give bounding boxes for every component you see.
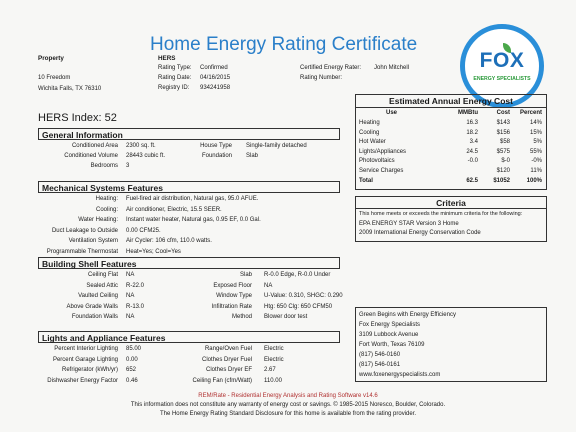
lights-value: 110.00 — [264, 377, 282, 384]
general-value: Single-family detached — [246, 143, 307, 149]
shell-label: Slab — [239, 272, 252, 278]
footer-software: REM/Rate - Residential Energy Analysis and Rating Software v14.6 — [198, 393, 378, 399]
shell-value: Blower door test — [264, 314, 308, 320]
energy-cost-table — [355, 94, 547, 190]
shell-label: Window Type — [216, 293, 252, 299]
shell-label: Ceiling Flat — [87, 272, 118, 278]
criteria-item: EPA ENERGY STAR Version 3 Home — [359, 221, 459, 227]
cost-amount: $575 — [496, 148, 510, 155]
cost-amount: $-0 — [501, 158, 510, 165]
shell-value: NA — [126, 293, 135, 299]
mechanical-label: Heating: — [95, 196, 118, 202]
mechanical-value: Air Cycler: 106 cfm, 110.0 watts. — [126, 238, 212, 244]
cost-use: Cooling — [359, 129, 380, 136]
mechanical-value: Heat=Yes; Cool=Yes — [126, 248, 181, 255]
mechanical-label: Programmable Thermostat — [46, 248, 118, 255]
cost-percent: 100% — [526, 177, 542, 184]
lights-value: 0.46 — [126, 377, 138, 384]
contact-line: Fox Energy Specialists — [359, 322, 421, 328]
lights-value: Electric — [264, 346, 284, 352]
footer-disclaimer: This information does not constitute any warranty of energy cost or savings. © 1985-2015 Noresco, Boulder, Colorado. — [130, 402, 446, 408]
lights-heading: Lights and Appliance Features — [38, 331, 340, 343]
cost-col-header: Cost — [496, 110, 510, 116]
registry-value: 934241958 — [200, 85, 231, 91]
contact-line: www.foxenergyspecialists.com — [359, 372, 441, 378]
footer-disclosure: The Home Energy Rating Standard Disclosure for this home is available from the rating provider. — [159, 411, 417, 417]
shell-label: Above Grade Walls — [66, 303, 118, 310]
shell-label: Exposed Floor — [213, 282, 252, 289]
cost-amount: $143 — [496, 120, 510, 126]
cost-heading: Estimated Annual Energy Cost — [356, 95, 546, 108]
certified-rater-label: Certified Energy Rater: — [300, 65, 362, 71]
shell-value: NA — [126, 272, 135, 278]
cost-percent: 11% — [530, 168, 542, 174]
lights-label: Percent Interior Lighting — [54, 346, 118, 352]
general-label: Foundation — [201, 153, 232, 159]
rating-date-value: 04/16/2015 — [200, 75, 231, 81]
shell-label: Sealed Attic — [86, 282, 118, 289]
property-address2: Wichita Falls, TX 76310 — [38, 86, 102, 92]
hers-index: HERS Index: 52 — [38, 112, 117, 124]
criteria-intro: This home meets or exceeds the minimum criteria for the following: — [359, 211, 523, 217]
logo-tagline: ENERGY SPECIALISTS — [473, 76, 531, 82]
mechanical-value: Fuel-fired air distribution, Natural gas, 95.0 AFUE. — [126, 196, 259, 202]
cost-mmbtu: 3.4 — [469, 139, 478, 146]
cost-mmbtu: 16.3 — [466, 120, 478, 126]
shell-heading: Building Shell Features — [38, 257, 340, 269]
criteria-item: 2009 International Energy Conservation Code — [359, 230, 481, 236]
cost-mmbtu: 24.5 — [466, 148, 478, 155]
shell-label: Foundation Walls — [71, 314, 118, 320]
shell-value: NA — [126, 314, 135, 320]
general-label: Bedrooms — [90, 163, 118, 169]
lights-value: 2.67 — [264, 367, 276, 373]
criteria-heading: Criteria — [356, 197, 546, 209]
lights-value: 652 — [126, 367, 137, 373]
cost-use: Service Charges — [359, 168, 404, 174]
cost-use: Total — [359, 177, 373, 184]
shell-label: Method — [231, 314, 252, 320]
shell-value: R-0.0 Edge, R-0.0 Under — [264, 272, 331, 278]
lights-label: Ceiling Fan (cfm/Watt) — [192, 377, 252, 384]
cost-percent: -0% — [531, 158, 542, 165]
property-address1: 10 Freedom — [38, 75, 71, 81]
lights-label: Clothes Dryer EF — [205, 367, 252, 373]
cost-amount: $120 — [496, 168, 510, 174]
general-value: 2300 sq. ft. — [126, 143, 156, 149]
lights-value: 85.00 — [126, 346, 142, 352]
mechanical-value: Air conditioner, Electric, 15.5 SEER. — [126, 206, 222, 213]
general-value: Slab — [246, 153, 259, 159]
cost-amount: $1052 — [493, 177, 510, 184]
contact-line: Green Begins with Energy Efficiency — [359, 312, 456, 318]
shell-value: Htg: 650 Clg: 650 CFM50 — [264, 303, 333, 310]
lights-value: Electric — [264, 356, 284, 363]
logo-brand: FOX — [479, 49, 525, 72]
lights-label: Dishwasher Energy Factor — [47, 377, 118, 384]
general-heading: General Information — [38, 128, 340, 140]
cost-amount: $156 — [496, 129, 510, 136]
contact-box — [355, 307, 547, 382]
mechanical-label: Cooling: — [95, 206, 118, 213]
shell-value: R-22.0 — [126, 282, 145, 289]
lights-value: 0.00 — [126, 356, 138, 363]
cost-col-header: MMBtu — [458, 110, 478, 116]
cost-mmbtu: 18.2 — [466, 129, 478, 136]
general-label: Conditioned Volume — [64, 153, 118, 159]
cost-mmbtu: -0.0 — [467, 158, 478, 165]
registry-label: Registry ID: — [158, 85, 190, 91]
cost-col-header: Percent — [519, 110, 542, 116]
cost-use: Hot Water — [359, 139, 386, 146]
hers-label: HERS — [158, 55, 176, 62]
mechanical-heading: Mechanical Systems Features — [38, 181, 340, 193]
rating-type-label: Rating Type: — [158, 65, 192, 71]
cost-percent: 14% — [529, 120, 542, 126]
lights-label: Clothes Dryer Fuel — [201, 356, 252, 363]
lights-label: Refrigerator (kWh/yr) — [61, 367, 118, 373]
contact-line: Fort Worth, Texas 76109 — [359, 342, 425, 348]
certified-rater-value: John Mitchell — [374, 65, 410, 71]
shell-value: NA — [264, 282, 273, 289]
rating-number-label: Rating Number: — [300, 75, 343, 81]
general-value: 3 — [126, 163, 130, 169]
lights-label: Percent Garage Lighting — [52, 356, 118, 363]
shell-label: Infiltration Rate — [211, 303, 252, 310]
mechanical-label: Duct Leakage to Outside — [51, 227, 118, 234]
shell-value: R-13.0 — [126, 303, 145, 310]
page-title: Home Energy Rating Certificate — [150, 34, 418, 55]
general-label: Conditioned Area — [71, 143, 118, 149]
property-label: Property — [38, 55, 64, 62]
cost-col-header: Use — [386, 110, 398, 116]
cost-percent: 5% — [533, 139, 542, 146]
general-value: 28443 cubic ft. — [126, 153, 166, 159]
cost-amount: $58 — [499, 139, 510, 146]
general-label: House Type — [200, 143, 232, 149]
cost-use: Photovoltaics — [359, 158, 395, 165]
cost-percent: 55% — [529, 148, 542, 155]
shell-label: Vaulted Ceiling — [78, 293, 118, 299]
mechanical-value: 0.00 CFM25. — [126, 227, 161, 234]
cost-use: Lights/Appliances — [359, 148, 407, 155]
contact-line: (817) 546-0161 — [359, 362, 401, 368]
cost-use: Heating — [359, 120, 380, 126]
rating-date-label: Rating Date: — [158, 75, 192, 81]
shell-value: U-Value: 0.310, SHGC: 0.290 — [264, 293, 343, 299]
lights-label: Range/Oven Fuel — [204, 346, 252, 352]
mechanical-label: Ventilation System — [68, 238, 118, 244]
cost-percent: 15% — [529, 129, 542, 136]
cost-mmbtu: 62.5 — [466, 177, 478, 184]
criteria-box — [355, 196, 547, 242]
contact-line: 3109 Lubbock Avenue — [359, 332, 419, 338]
contact-line: (817) 546-0160 — [359, 352, 401, 358]
mechanical-value: Instant water heater, Natural gas, 0.95 EF, 0.0 Gal. — [126, 217, 261, 223]
mechanical-label: Water Heating: — [78, 217, 118, 223]
rating-type-value: Confirmed — [200, 65, 228, 71]
